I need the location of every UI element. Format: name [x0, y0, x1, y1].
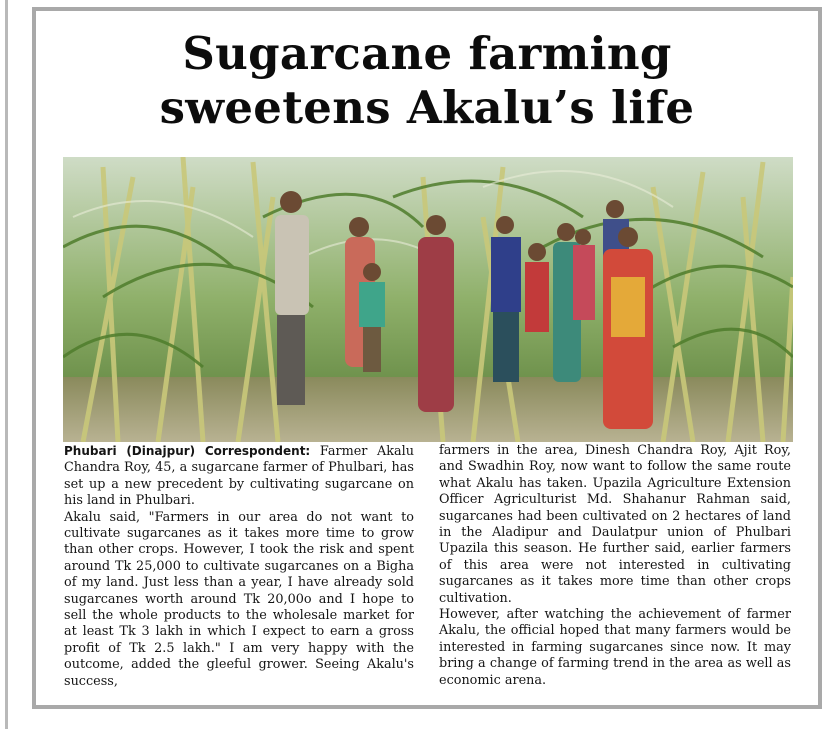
news-photo — [63, 157, 793, 442]
article-column-left — [64, 443, 414, 690]
headline-line-2: sweetens Akalu’s life — [159, 81, 695, 134]
paragraph-text: Farmer Akalu Chandra Roy, 45, a sugarcane farmer of Phulbari, has set up a new precedent by cultivating sugarcane on his land in Phulbari. — [64, 444, 414, 509]
page-margin-rule — [5, 0, 8, 729]
article-paragraph — [64, 443, 414, 510]
photo-sugarcane-field-family — [63, 157, 793, 442]
article-paragraph: farmers in the area, Dinesh Chandra Roy, Ajit Roy, and Swadhin Roy, now want to follow the same route what Akalu has taken. Upazila Agriculture Extension Officer Agriculturist Md. Shahanur Rahman said, sugarcanes had been cultivated on 2 hectares of land in the Aladipur and Daulatpur union of Phulbari Upazila this season. He further said, earlier farmers of this area were not interested in cultivating sugarcanes as it takes more time than other crops cultivation. — [439, 443, 791, 606]
headline — [36, 27, 818, 135]
article-paragraph: However, after watching the achievement of farmer Akalu, the official hoped that many farmers would be interested in farming sugarcanes since now. It may bring a change of farming trend in the area as well as economic arena. — [439, 607, 791, 688]
article-paragraph: Akalu said, "Farmers in our area do not want to cultivate sugarcanes as it takes more time to grow than other crops. However, I took the risk and spent around Tk 25,000 to cultivate sugarcanes on a Bigha of my land. Just less than a year, I have already sold sugarcanes worth around Tk 20,00o and I hope to sell the whole products to the wholesale market for at least Tk 3 lakh in which I expect to earn a gross profit of Tk 2.5 lakh." I am very happy with the outcome, added the gleeful grower. Seeing Akalu's success, — [64, 509, 414, 689]
dateline: Phubari (Dinajpur) Correspondent: — [64, 444, 311, 458]
headline-line-1: Sugarcane farming — [182, 27, 672, 80]
newspaper-clipping — [32, 7, 822, 709]
article-column-right — [439, 443, 791, 689]
